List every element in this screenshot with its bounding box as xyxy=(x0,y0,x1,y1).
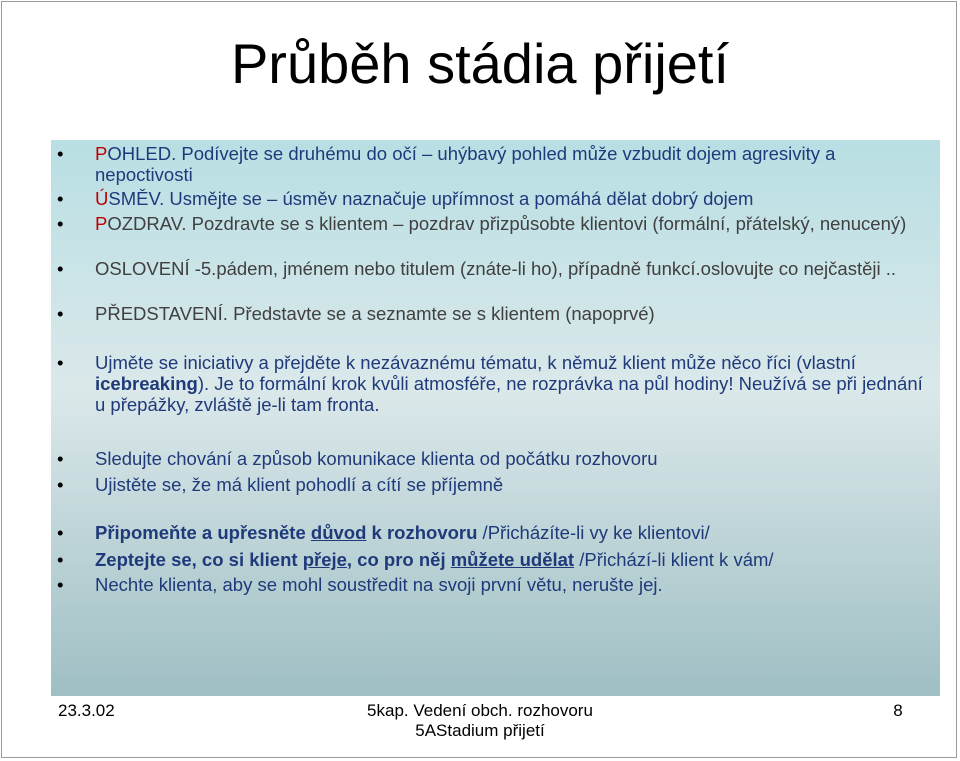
bullet-icon: • xyxy=(57,303,64,324)
bullet-icon: • xyxy=(57,352,64,373)
bullet-icon: • xyxy=(57,143,64,164)
slide-title: Průběh stádia přijetí xyxy=(230,32,730,95)
list-item xyxy=(57,522,932,543)
bullet-icon: • xyxy=(57,522,64,543)
list-item xyxy=(57,143,932,185)
item-text: OZDRAV. Pozdravte se s klientem – pozdrav přizpůsobte klientovi (formální, přátelský, nenucený) xyxy=(107,213,907,234)
footer-section: 5AStadium přijetí xyxy=(415,721,545,740)
item-text: Připomeňte a upřesněte důvod k rozhovoru /Přicházíte-li vy ke klientovi/ xyxy=(95,522,710,543)
item-text: OHLED. Podívejte se druhému do očí – uhýbavý pohled může vzbudit dojem agresivity a nepoctivosti xyxy=(95,143,836,185)
item-text: Zeptejte se, co si klient přeje, co pro něj můžete udělat /Přichází-li klient k vám/ xyxy=(95,549,774,570)
bullet-icon: • xyxy=(57,474,64,495)
bullet-icon: • xyxy=(57,549,64,570)
item-prefix: Ú xyxy=(95,188,109,209)
bullet-icon: • xyxy=(57,258,64,279)
list-item xyxy=(57,448,932,469)
content-panel xyxy=(51,140,940,696)
list-item xyxy=(57,574,932,595)
list-item xyxy=(57,258,932,279)
list-item xyxy=(57,474,932,495)
item-text: Ujměte se iniciativy a přejděte k nezávaznému tématu, k němuž klient může něco říci (vlastní icebreaking). Je to formální krok kvůli atmosféře, ne rozprávka na půl hodiny! Neužívá se při jednání u přepážky, zvláště je-li tam fronta. xyxy=(95,352,923,415)
footer-date: 23.3.02 xyxy=(58,701,115,720)
item-prefix: P xyxy=(95,143,108,164)
item-text: OSLOVENÍ -5.pádem, jménem nebo titulem (znáte-li ho), případně funkcí.oslovujte co nejčastěji .. xyxy=(95,258,897,279)
item-text: Nechte klienta, aby se mohl soustředit na svoji první větu, nerušte jej. xyxy=(95,574,663,595)
list-item xyxy=(57,303,932,324)
bullet-icon: • xyxy=(57,188,64,209)
bullet-icon: • xyxy=(57,448,64,469)
page-number: 8 xyxy=(893,701,903,720)
item-text: Ujistěte se, že má klient pohodlí a cítí se příjemně xyxy=(95,474,504,495)
item-text: Sledujte chování a způsob komunikace klienta od počátku rozhovoru xyxy=(95,448,658,469)
list-item xyxy=(57,549,932,570)
list-item xyxy=(57,188,932,209)
item-prefix: P xyxy=(95,213,108,234)
bullet-icon: • xyxy=(57,574,64,595)
footer-chapter: 5kap. Vedení obch. rozhovoru xyxy=(367,701,593,720)
footer-center xyxy=(0,701,960,741)
bullet-icon: • xyxy=(57,213,64,234)
item-text: SMĚV. Usmějte se – úsměv naznačuje upřímnost a pomáhá dělat dobrý dojem xyxy=(108,188,754,209)
list-item xyxy=(57,352,932,415)
item-text: PŘEDSTAVENÍ. Představte se a seznamte se s klientem (napoprvé) xyxy=(95,303,655,324)
list-item xyxy=(57,213,932,234)
